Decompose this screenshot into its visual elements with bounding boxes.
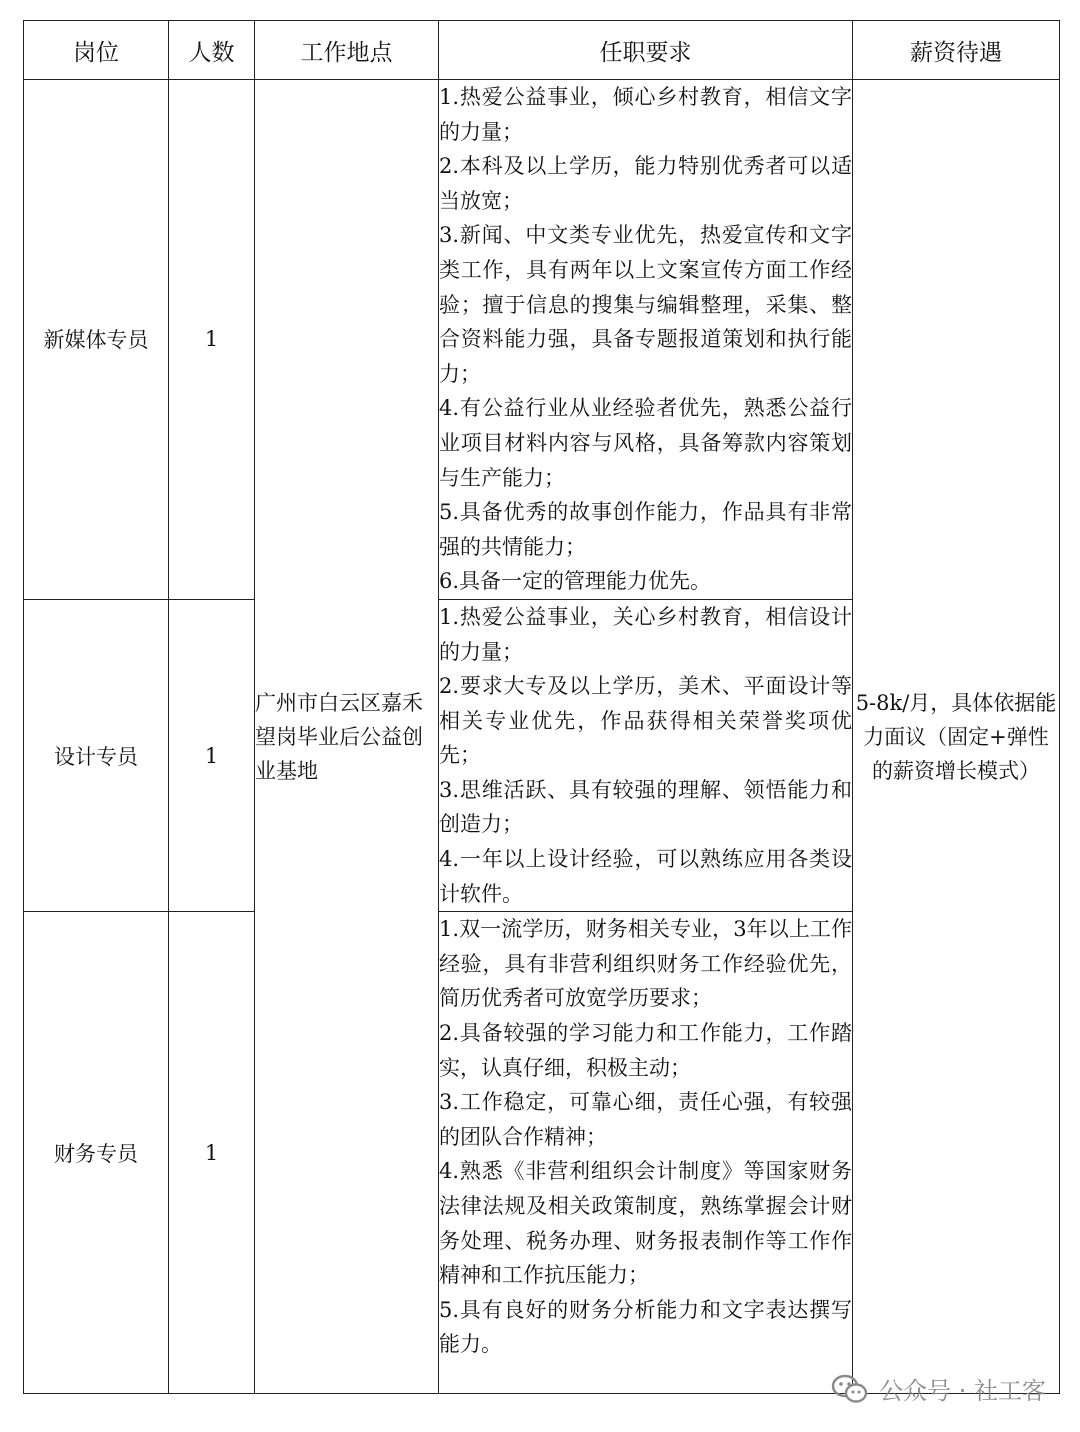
header-count: 人数 [169,21,255,80]
requirement-item: 6.具备一定的管理能力优先。 [439,569,712,594]
requirement-item: 5.具备优秀的故事创作能力，作品具有非常强的共情能力； [439,500,852,559]
requirement-item: 3.工作稳定，可靠心细，责任心强，有较强的团队合作精神； [439,1090,852,1149]
requirement-item: 3.新闻、中文类专业优先，热爱宣传和文字类工作，具有两年以上文案宣传方面工作经验；擅于信息的搜集与编辑整理，采集、整合资料能力强，具备专题报道策划和执行能力； [439,223,852,386]
salary-cell: 5-8k/月，具体依据能力面议（固定+弹性的薪资增长模式） [853,80,1060,1394]
count-cell: 1 [169,80,255,600]
requirement-item: 4.一年以上设计经验，可以熟练应用各类设计软件。 [439,847,852,906]
position-cell: 财务专员 [24,912,169,1394]
requirements-cell [439,912,853,1394]
requirement-item: 5.具有良好的财务分析能力和文字表达撰写能力。 [439,1297,852,1357]
requirements-cell [439,599,853,911]
requirements-cell [439,80,853,600]
header-position: 岗位 [24,21,169,80]
requirement-item: 2.要求大专及以上学历，美术、平面设计等相关专业优先，作品获得相关荣誉奖项优先； [439,674,852,768]
requirement-item: 1.热爱公益事业，倾心乡村教育，相信文字的力量； [439,85,852,144]
wechat-icon [831,1373,869,1405]
location-cell: 广州市白云区嘉禾望岗毕业后公益创业基地 [255,80,439,1394]
position-cell: 设计专员 [24,599,169,911]
table-row [24,80,1060,600]
header-row [24,21,1060,80]
requirement-item: 4.有公益行业从业经验者优先，熟悉公益行业项目材料内容与风格，具备筹款内容策划与生产能力； [439,396,852,490]
requirement-item: 2.具备较强的学习能力和工作能力，工作踏实，认真仔细，积极主动； [439,1021,852,1080]
job-table [23,20,1060,1394]
requirement-item: 1.双一流学历，财务相关专业，3年以上工作经验，具有非营利组织财务工作经验优先，简历优秀者可放宽学历要求； [439,917,852,1011]
header-salary: 薪资待遇 [853,21,1060,80]
watermark-text: 公众号 · 社工客 [879,1377,1046,1405]
requirement-item: 1.热爱公益事业，关心乡村教育，相信设计的力量； [439,604,852,664]
count-cell: 1 [169,912,255,1394]
watermark [831,1371,1046,1406]
requirement-item: 3.思维活跃、具有较强的理解、领悟能力和创造力； [439,777,852,837]
count-cell: 1 [169,599,255,911]
position-cell: 新媒体专员 [24,80,169,600]
header-requirements: 任职要求 [439,21,853,80]
requirement-item: 4.熟悉《非营利组织会计制度》等国家财务法律法规及相关政策制度，熟练掌握会计财务处理、税务办理、财务报表制作等工作作精神和工作抗压能力； [439,1159,852,1288]
requirement-item: 2.本科及以上学历，能力特别优秀者可以适当放宽； [439,154,852,213]
header-location: 工作地点 [255,21,439,80]
